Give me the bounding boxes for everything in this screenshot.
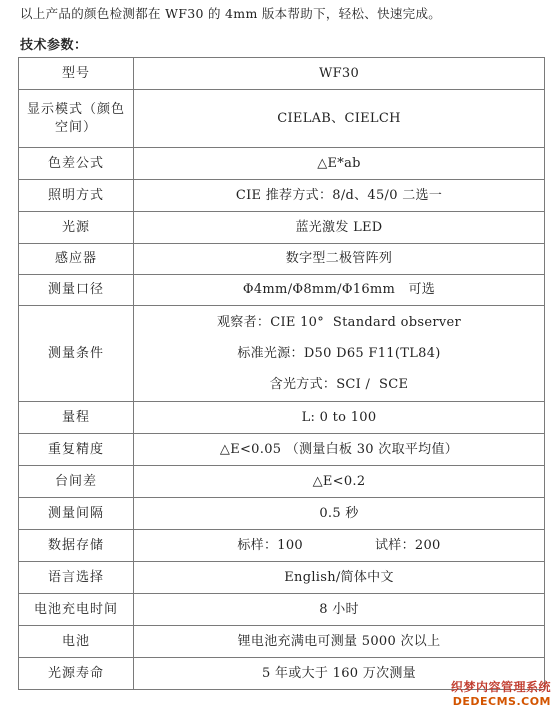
section-heading: 技术参数： [20, 38, 88, 53]
table-row [19, 466, 545, 498]
spec-label: 测量条件 [19, 306, 134, 402]
spec-label: 电池充电时间 [19, 594, 134, 626]
spec-label: 色差公式 [19, 148, 134, 180]
spec-value: 0.5 秒 [134, 498, 545, 530]
spec-label: 照明方式 [19, 180, 134, 212]
table-row [19, 658, 545, 690]
spec-label: 台间差 [19, 466, 134, 498]
measurement-illuminant: 标准光源：D50 D65 F11(TL84) [237, 346, 441, 361]
measurement-specular: 含光方式：SCI / SCE [269, 377, 409, 392]
spec-value: WF30 [134, 58, 545, 90]
spec-value-pair [134, 530, 545, 562]
table-row [19, 626, 545, 658]
spec-value: English/简体中文 [134, 562, 545, 594]
spec-value: L: 0 to 100 [134, 402, 545, 434]
watermark-url: DEDECMS.COM [452, 695, 551, 708]
spec-label: 测量间隔 [19, 498, 134, 530]
spec-value: △E<0.2 [134, 466, 545, 498]
standard-storage: 标样：100 [237, 537, 303, 553]
table-row [19, 402, 545, 434]
table-row [19, 275, 545, 306]
spec-value: △E<0.05 （测量白板 30 次取平均值） [134, 434, 545, 466]
table-row [19, 212, 545, 244]
table-row [19, 58, 545, 90]
spec-value: 5 年或大于 160 万次测量 [134, 658, 545, 690]
spec-label: 光源 [19, 212, 134, 244]
table-row [19, 148, 545, 180]
intro-paragraph: 以上产品的颜色检测都在 WF30 的 4mm 版本帮助下，轻松、快速完成。 [20, 6, 442, 21]
sample-storage: 试样：200 [375, 537, 441, 553]
spec-value: CIE 推荐方式：8/d、45/0 二选一 [134, 180, 545, 212]
spec-label: 型号 [19, 58, 134, 90]
table-row [19, 562, 545, 594]
spec-label: 重复精度 [19, 434, 134, 466]
spec-value: △E*ab [134, 148, 545, 180]
table-row [19, 244, 545, 275]
spec-label: 电池 [19, 626, 134, 658]
spec-value: 蓝光激发 LED [134, 212, 545, 244]
table-row [19, 180, 545, 212]
spec-label: 数据存储 [19, 530, 134, 562]
table-row [19, 530, 545, 562]
spec-value: Φ4mm/Φ8mm/Φ16mm 可选 [134, 275, 545, 306]
table-row [19, 434, 545, 466]
measurement-observer: 观察者：CIE 10° Standard observer [217, 315, 461, 330]
table-row [19, 306, 545, 402]
spec-label: 显示模式（颜色空间） [19, 90, 134, 148]
spec-value: 数字型二极管阵列 [134, 244, 545, 275]
spec-value: 8 小时 [134, 594, 545, 626]
spec-value: CIELAB、CIELCH [134, 90, 545, 148]
watermark-title: 织梦内容管理系统 [450, 680, 551, 694]
table-row [19, 90, 545, 148]
spec-label: 感应器 [19, 244, 134, 275]
spec-label: 语言选择 [19, 562, 134, 594]
spec-value: 锂电池充满电可测量 5000 次以上 [134, 626, 545, 658]
spec-label: 光源寿命 [19, 658, 134, 690]
spec-label: 测量口径 [19, 275, 134, 306]
spec-table [18, 57, 545, 690]
table-row [19, 594, 545, 626]
table-row [19, 498, 545, 530]
spec-label: 量程 [19, 402, 134, 434]
spec-value-multiline [134, 306, 545, 402]
